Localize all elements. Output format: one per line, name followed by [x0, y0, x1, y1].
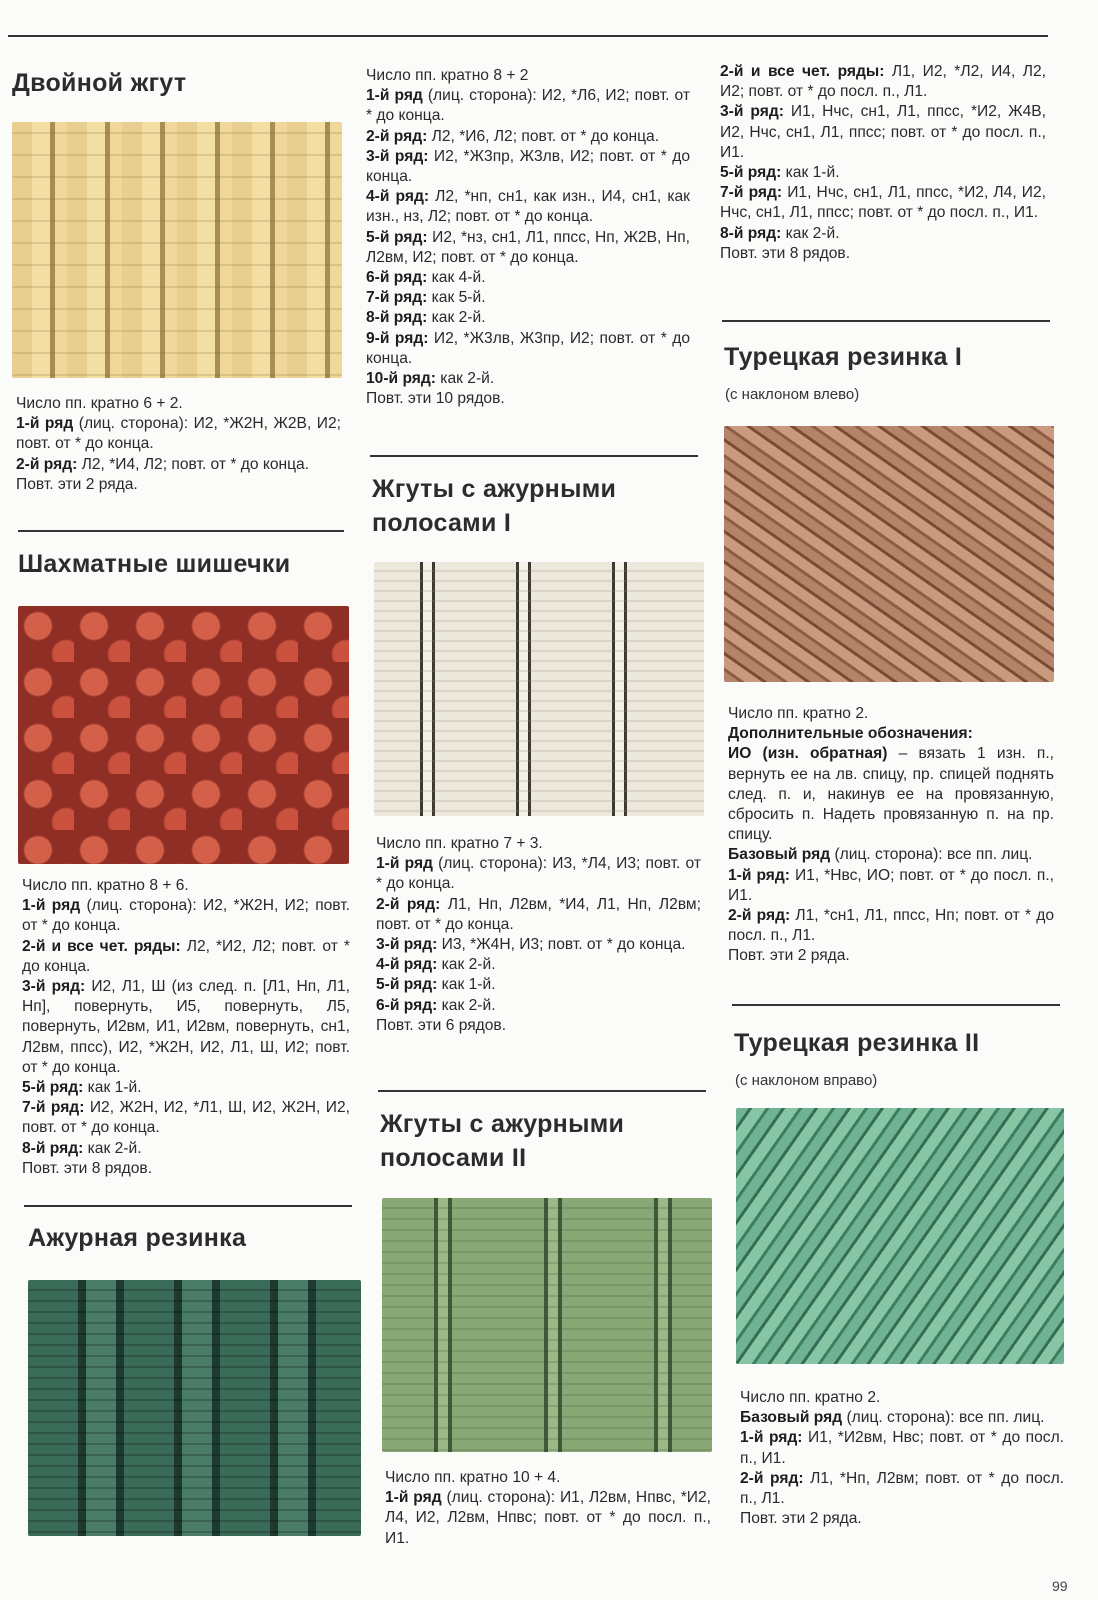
row-text: как 2-й. [437, 996, 496, 1014]
row-text: – вязать 1 изн. п., вернуть ее на лв. спицу, пр. спицей поднять след. п. и, накинув ее на провязанную, сбросить п. Надеть провязанную п. на пр. спицу. [728, 745, 1054, 844]
swatch-lace-cables-2 [382, 1198, 712, 1452]
row-label: 8-й ряд: [720, 224, 782, 242]
instruction-line [720, 62, 1046, 102]
row-text: Число пп. кратно 10 + 4. [385, 1469, 561, 1486]
instruction-line [740, 1388, 1064, 1408]
instruction-line [22, 876, 350, 896]
row-label: 8-й ряд: [366, 309, 428, 327]
instruction-line [720, 163, 1046, 183]
instruction-line [366, 86, 690, 126]
instruction-line [22, 1159, 350, 1179]
row-label: 1-й ряд [385, 1489, 442, 1507]
row-text: как 4-й. [427, 269, 486, 287]
row-text: Повт. эти 2 ряда. [16, 475, 138, 493]
row-label: 7-й ряд: [22, 1099, 85, 1117]
instruction-line [366, 66, 690, 86]
row-text: как 5-й. [427, 289, 486, 307]
title-lace-cables-2 [380, 1107, 624, 1175]
text-turkish-rib-2 [740, 1388, 1064, 1529]
row-label: 3-й ряд: [376, 936, 438, 954]
row-label: 3-й ряд: [366, 147, 429, 165]
instruction-line [376, 935, 701, 955]
instruction-line [366, 308, 690, 328]
row-text: (лиц. сторона): все пп. лиц. [830, 846, 1033, 864]
swatch-lace-cables-1 [374, 562, 704, 816]
row-text: Число пп. кратно 2. [728, 705, 869, 722]
instruction-line [728, 906, 1054, 946]
swatch-checkered-bobbles [18, 606, 349, 864]
rule-col3-1 [722, 320, 1050, 322]
rule-col2-1 [370, 455, 698, 457]
row-text: как 2-й. [427, 309, 486, 327]
instruction-line [376, 854, 701, 894]
text-turkish-rib-1 [728, 704, 1054, 967]
instruction-line [740, 1428, 1064, 1468]
row-text: Число пп. кратно 8 + 6. [22, 877, 189, 894]
row-text: Повт. эти 2 ряда. [740, 1510, 862, 1528]
row-label: 9-й ряд: [366, 329, 429, 347]
row-text: И2, *Ж3лв, Ж3пр, И2; повт. от * до конца. [366, 329, 690, 367]
row-text: Число пп. кратно 2. [740, 1389, 881, 1406]
row-text: как 2-й. [437, 956, 496, 974]
instruction-line [22, 896, 350, 936]
row-text: И2, Ж2Н, И2, *Л1, Ш, И2, Ж2Н, И2, повт. от * до конца. [22, 1099, 350, 1137]
row-text: И2, Л1, Ш (из след. п. [Л1, Нп, Л1, Нп], повернуть, И5, повернуть, Л5, повернуть, И2вм, И1, И2вм, повернуть, сн1, Л2вм, ппсс), И2, *Ж2Н, И2, Л1, Ш, И2; повт. от * до конца. [22, 978, 350, 1076]
instruction-line [366, 228, 690, 268]
instruction-line [728, 744, 1054, 845]
row-text: как 1-й. [83, 1079, 142, 1097]
row-text: (лиц. сторона): И2, *Ж2Н, Ж2В, И2; повт. от * до конца. [16, 415, 341, 453]
row-label: 1-й ряд [366, 87, 423, 105]
title-lace-cables-1-line1: Жгуты с ажурными [372, 475, 617, 503]
row-label: 1-й ряд: [728, 866, 790, 884]
row-text: Повт. эти 10 рядов. [366, 390, 505, 408]
row-label: 6-й ряд: [366, 269, 428, 287]
row-text: (лиц. сторона): все пп. лиц. [842, 1409, 1045, 1427]
instruction-line [22, 937, 350, 977]
row-text: Л2, *И6, Л2; повт. от * до конца. [427, 127, 660, 145]
text-checkered-bobbles [22, 876, 350, 1179]
text-double-cable [16, 394, 341, 495]
instruction-line [366, 389, 690, 409]
instruction-line [366, 147, 690, 187]
row-label: 5-й ряд: [376, 976, 438, 994]
row-label: 10-й ряд: [366, 370, 436, 388]
row-label: 2-й ряд: [740, 1469, 804, 1487]
row-text: И2, *нз, сн1, Л1, ппсс, Нп, Ж2В, Нп, Л2вм, И2; повт. от * до конца. [366, 228, 690, 266]
instruction-line [22, 1139, 350, 1159]
instruction-line [728, 866, 1054, 906]
instruction-line [22, 977, 350, 1078]
rule-col2-2 [378, 1090, 706, 1092]
swatch-double-cable [12, 122, 342, 378]
row-text: И1, *И2вм, Нвс; повт. от * до посл. п., И1. [740, 1429, 1064, 1467]
swatch-lace-rib [28, 1280, 361, 1536]
instruction-line [16, 475, 341, 495]
rule-col3-2 [732, 1004, 1060, 1006]
row-text: И2, *Ж3пр, Ж3лв, И2; повт. от * до конца. [366, 147, 690, 186]
rule-col1-2 [24, 1205, 352, 1207]
title-checkered-bobbles: Шахматные шишечки [18, 550, 291, 578]
instruction-line [376, 834, 701, 854]
row-text: Повт. эти 8 рядов. [720, 244, 851, 262]
instruction-line [385, 1488, 711, 1549]
title-lace-cables-1-line2: полосами I [372, 509, 512, 537]
row-label: 2-й ряд: [728, 907, 791, 925]
title-turkish-rib-2: Турецкая резинка II [734, 1029, 980, 1057]
row-label: 4-й ряд: [376, 956, 438, 974]
swatch-turkish-rib-1 [724, 426, 1054, 682]
instruction-line [728, 724, 1054, 744]
title-lace-cables-1 [372, 472, 616, 540]
title-turkish-rib-1: Турецкая резинка I [724, 343, 963, 371]
title-lace-cables-2-line1: Жгуты с ажурными [380, 1110, 625, 1138]
row-label: 3-й ряд: [22, 978, 86, 996]
instruction-line [366, 187, 690, 227]
row-label: 1-й ряд [16, 415, 74, 433]
instruction-line [740, 1509, 1064, 1529]
row-label: 6-й ряд: [376, 996, 438, 1014]
title-lace-cables-2-line2: полосами II [380, 1144, 527, 1172]
instruction-line [16, 394, 341, 414]
row-text: (лиц. сторона): И2, *Л6, И2; повт. от * до конца. [366, 87, 690, 125]
row-label: ИО (изн. обратная) [728, 745, 888, 763]
instruction-line [376, 955, 701, 975]
row-label: 5-й ряд: [720, 164, 782, 182]
text-lace-cables-2-continued [720, 62, 1046, 264]
text-double-cable-continued [366, 66, 690, 409]
row-text: Л2, *И2, Л2; повт. от * до конца. [22, 937, 350, 975]
instruction-line [366, 127, 690, 147]
row-text: И3, *Ж4Н, И3; повт. от * до конца. [437, 936, 686, 954]
instruction-line [376, 895, 701, 935]
row-text: (лиц. сторона): И2, *Ж2Н, И2; повт. от * до конца. [22, 897, 350, 935]
row-label: Базовый ряд [740, 1409, 843, 1427]
row-label: 7-й ряд: [366, 289, 428, 307]
row-label: Базовый ряд [728, 846, 831, 864]
row-text: Число пп. кратно 6 + 2. [16, 395, 183, 412]
row-text: Л2, *нп, сн1, как изн., И4, сн1, как изн., нз, Л2; повт. от * до конца. [366, 188, 690, 226]
row-label: 4-й ряд: [366, 188, 430, 206]
swatch-turkish-rib-2 [736, 1108, 1064, 1364]
row-label: 3-й ряд: [720, 103, 784, 121]
row-text: как 1-й. [781, 164, 840, 182]
row-label: 1-й ряд: [740, 1429, 803, 1447]
instruction-line [740, 1408, 1064, 1428]
instruction-line [366, 288, 690, 308]
instruction-line [366, 369, 690, 389]
instruction-line [720, 224, 1046, 244]
row-text: И1, Нчс, сн1, Л1, ппсс, *И2, Ж4В, И2, Нчс, сн1, Л1, ппсс; повт. от * до посл. п., И1. [720, 103, 1047, 161]
instruction-line [22, 1078, 350, 1098]
row-text: как 1-й. [437, 976, 496, 994]
title-lace-rib: Ажурная резинка [28, 1224, 247, 1252]
instruction-line [385, 1468, 711, 1488]
instruction-line [16, 455, 341, 475]
row-text: (лиц. сторона): И1, Л2вм, Нпвс, *И2, Л4, И2, Л2вм, Нпвс; повт. от * до посл. п., И1. [385, 1489, 711, 1547]
instruction-line [16, 414, 341, 454]
row-label: 2-й ряд: [16, 455, 78, 473]
instruction-line [376, 975, 701, 995]
instruction-line [376, 996, 701, 1016]
row-text: (лиц. сторона): И3, *Л4, И3; повт. от * до конца. [376, 855, 701, 893]
instruction-line [720, 244, 1046, 264]
text-lace-cables-1 [376, 834, 701, 1036]
row-label: Дополнительные обозначения: [728, 725, 973, 743]
row-label: 1-й ряд [22, 897, 81, 915]
row-label: 2-й и все чет. ряды: [720, 63, 885, 80]
row-label: 5-й ряд: [22, 1079, 84, 1097]
row-text: Повт. эти 6 рядов. [376, 1016, 507, 1034]
row-label: 2-й ряд: [376, 895, 441, 913]
subtitle-turkish-rib-1: (с наклоном влево) [725, 386, 860, 403]
instruction-line [728, 845, 1054, 865]
row-label: 2-й и все чет. ряды: [22, 937, 181, 955]
row-text: Повт. эти 2 ряда. [728, 947, 850, 965]
page-number: 99 [1052, 1578, 1068, 1594]
row-text: Число пп. кратно 8 + 2 [366, 67, 529, 84]
row-label: 8-й ряд: [22, 1139, 84, 1157]
instruction-line [366, 268, 690, 288]
rule-col1-1 [18, 530, 344, 532]
instruction-line [720, 102, 1046, 163]
row-text: как 2-й. [83, 1139, 142, 1157]
row-text: как 2-й. [781, 224, 840, 242]
instruction-line [740, 1469, 1064, 1509]
instruction-line [720, 183, 1046, 223]
title-double-cable: Двойной жгут [12, 69, 187, 97]
instruction-line [376, 1016, 701, 1036]
instruction-line [22, 1098, 350, 1138]
row-label: 7-й ряд: [720, 184, 783, 202]
text-lace-cables-2 [385, 1468, 711, 1549]
row-label: 5-й ряд: [366, 228, 428, 246]
row-label: 1-й ряд [376, 855, 433, 873]
row-text: Повт. эти 8 рядов. [22, 1159, 153, 1177]
subtitle-turkish-rib-2: (с наклоном вправо) [735, 1072, 878, 1089]
row-text: Л1, *сн1, Л1, ппсс, Нп; повт. от * до посл. п., Л1. [728, 907, 1054, 945]
instruction-line [366, 329, 690, 369]
row-text: Л1, *Нп, Л2вм; повт. от * до посл. п., Л1. [740, 1469, 1064, 1508]
row-text: Л2, *И4, Л2; повт. от * до конца. [77, 455, 310, 473]
row-text: И1, Нчс, сн1, Л1, ппсс, *И2, Л4, И2, Нчс, сн1, Л1, ппсс; повт. от * до посл. п., И1. [720, 184, 1046, 222]
top-rule [8, 35, 1048, 37]
row-label: 2-й ряд: [366, 127, 428, 145]
row-text: Число пп. кратно 7 + 3. [376, 835, 543, 852]
row-text: Л1, Нп, Л2вм, *И4, Л1, Нп, Л2вм; повт. от * до конца. [376, 895, 701, 933]
row-text: И1, *Нвс, ИО; повт. от * до посл. п., И1. [728, 866, 1054, 904]
row-text: как 2-й. [435, 370, 495, 388]
instruction-line [728, 704, 1054, 724]
instruction-line [728, 946, 1054, 966]
row-text: Л1, И2, *Л2, И4, Л2, И2; повт. от * до посл. п., Л1. [720, 63, 1046, 101]
